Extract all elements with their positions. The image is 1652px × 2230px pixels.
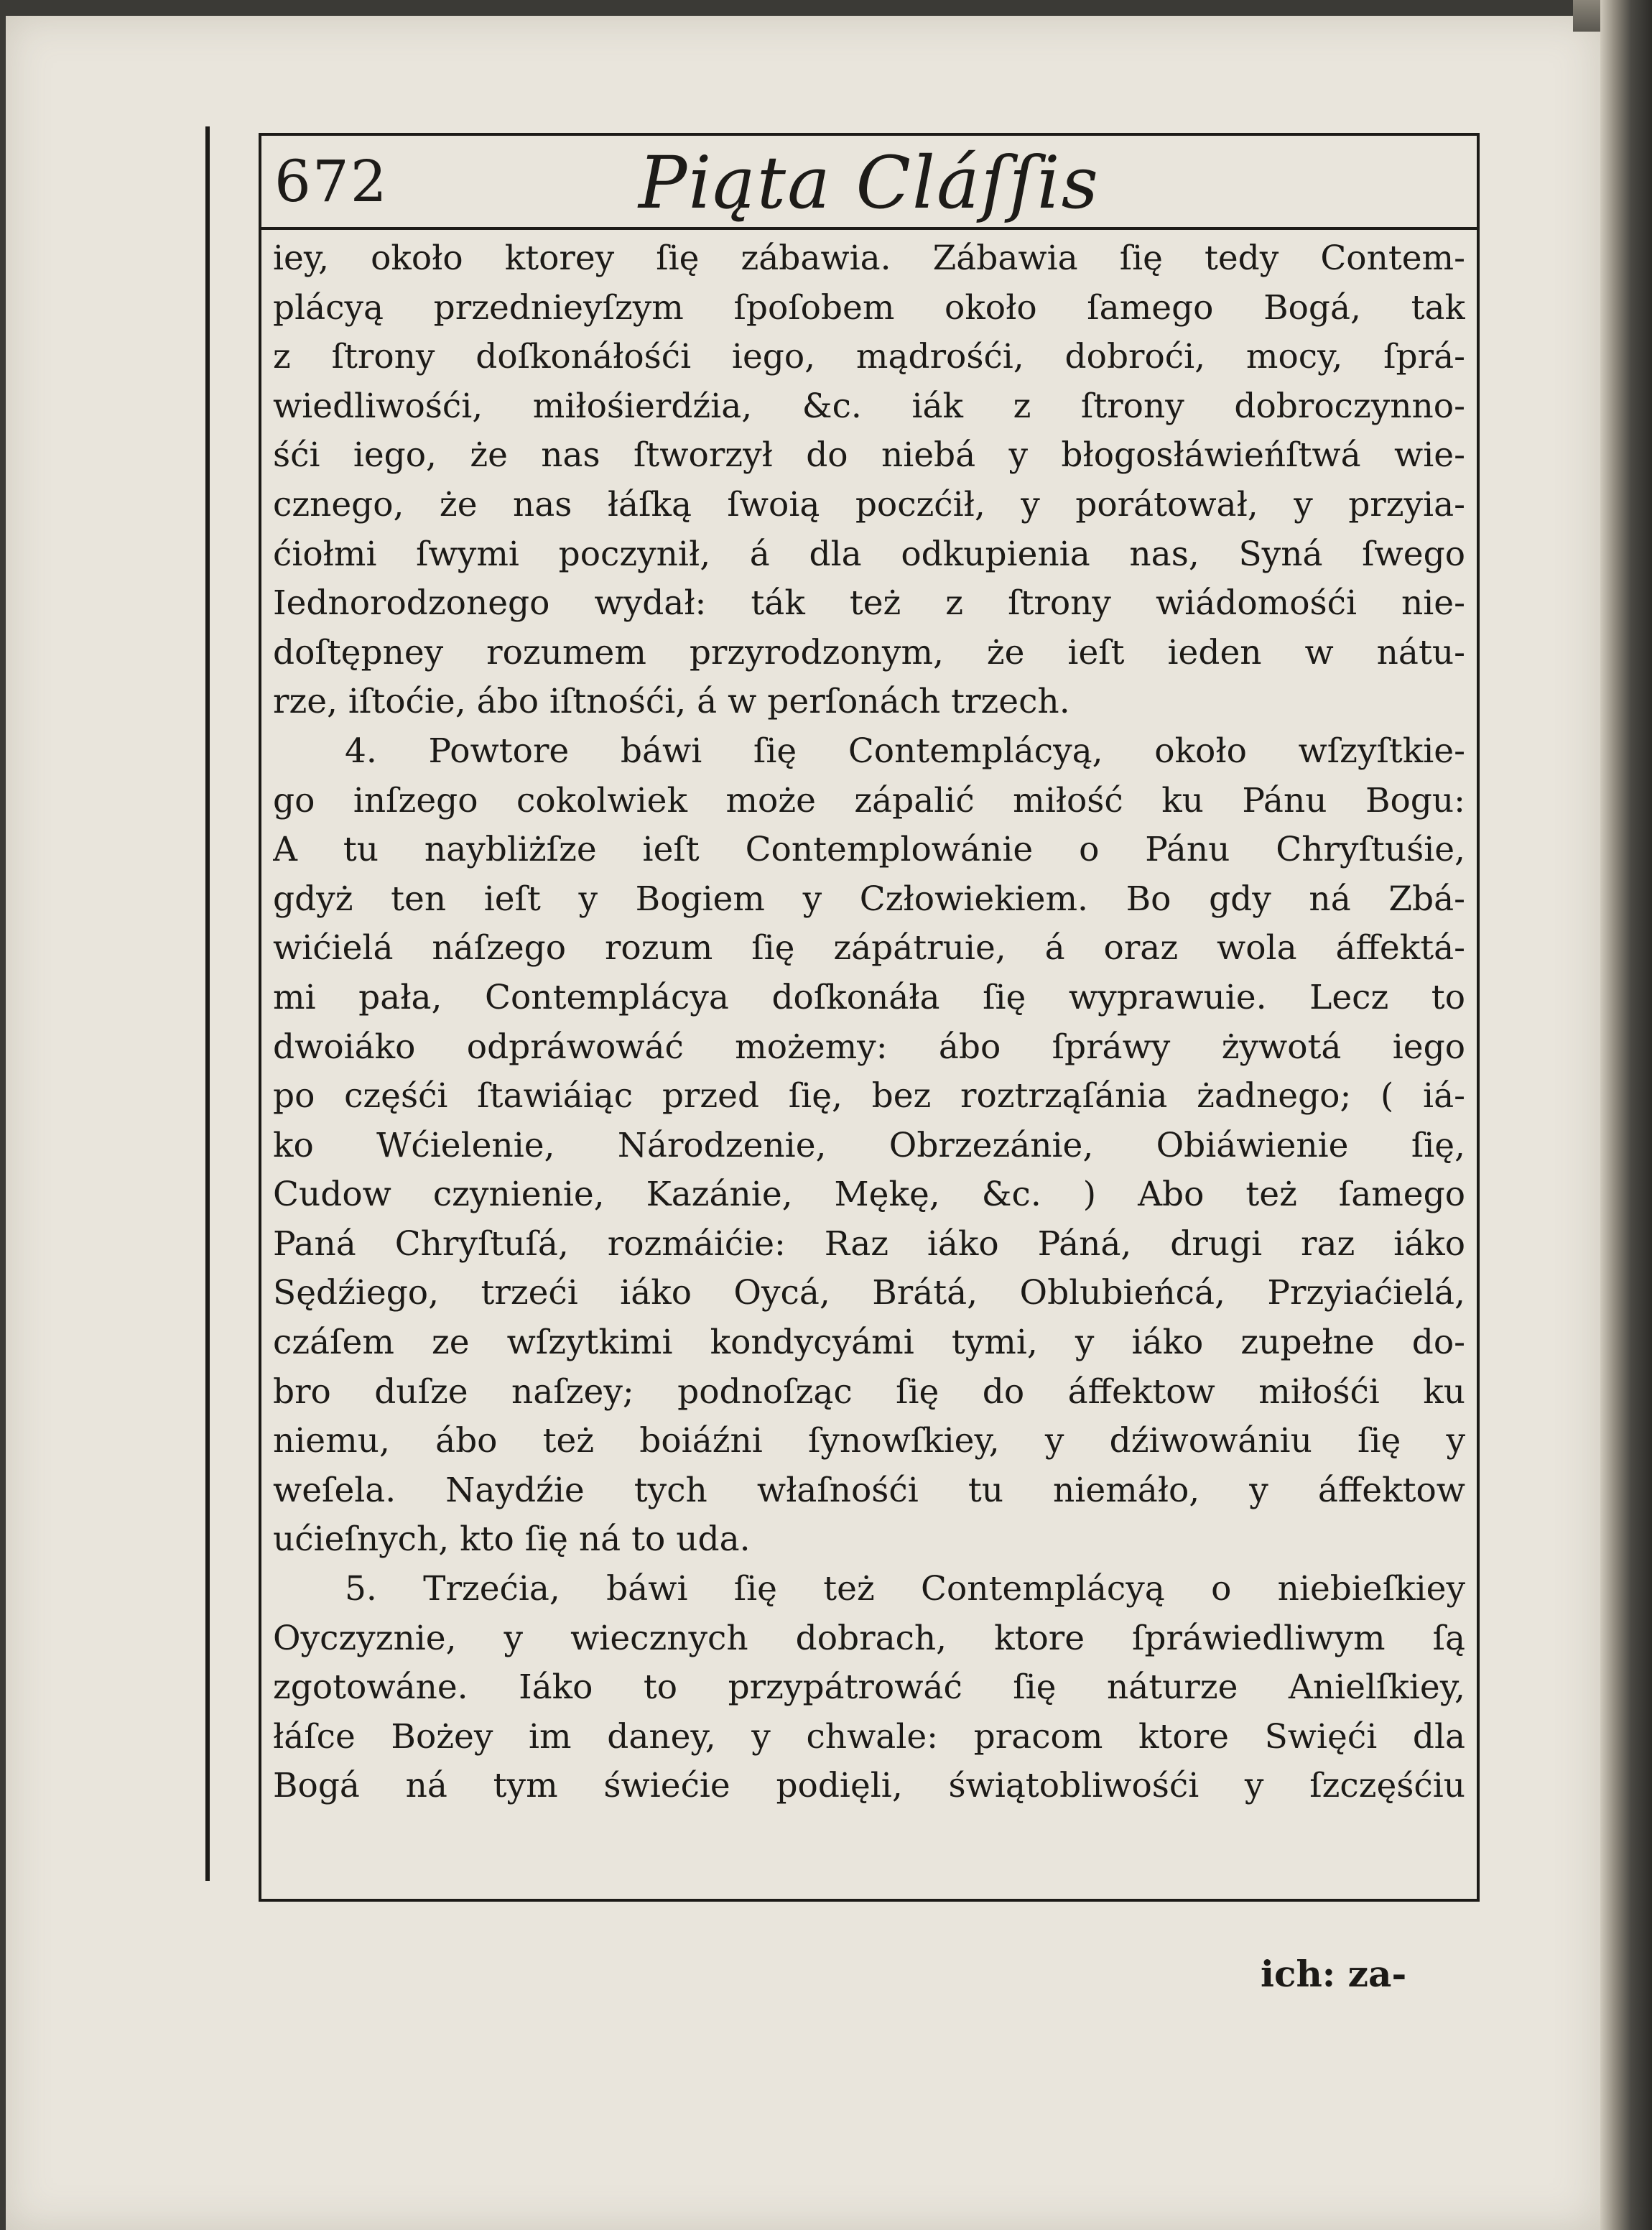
text-line: doſtępney rozumem przyrodzonym, że ieſt ieden w nátu- — [273, 632, 1465, 672]
text-line: ćiołmi ſwymi poczynił, á dla odkupienia nas, Syná ſwego — [273, 534, 1465, 574]
page-number: 672 — [274, 148, 389, 215]
text-line: wićielá náſzego rozum ſię zápátruie, á oraz wola áffektá- — [273, 928, 1465, 968]
paragraph-start: 5. Trzećia, báwi ſię też Contemplácyą o niebieſkiey — [345, 1569, 1465, 1609]
text-line: niemu, ábo też boiáźni ſynowſkiey, y dźiwowániu ſię y — [273, 1421, 1465, 1461]
text-line: ućieſnych, kto ſię ná to uda. — [273, 1519, 751, 1560]
text-line: bro duſze naſzey; podnoſząc ſię do áffektow miłośći ku — [273, 1371, 1465, 1412]
page-header — [259, 141, 1480, 230]
text-line: śći iego, że nas ſtworzył do niebá y błogosłáwieńſtwá wie- — [273, 435, 1465, 476]
text-line: zgotowáne. Iáko to przypátrowáć ſię náturze Anielſkiey, — [273, 1667, 1465, 1708]
text-line: łáſce Bożey im daney, y chwale: pracom ktore Swięći dla — [273, 1716, 1465, 1757]
outer-margin-rule — [205, 126, 210, 1881]
text-line: wiedliwośći, miłośierdźia, &c. iák z ſtrony dobroczynno- — [273, 386, 1465, 426]
text-line: Bogá ná tym świećie podięli, świątobliwośći y ſzczęśćiu — [273, 1766, 1465, 1806]
text-line: gdyż ten ieſt y Bogiem y Człowiekiem. Bo gdy ná Zbá- — [273, 879, 1465, 919]
catchword: ich: za- — [1261, 1953, 1407, 1995]
text-line: dwoiáko odpráwowáć możemy: ábo ſpráwy żywotá iego — [273, 1027, 1465, 1067]
text-line: plácyą przednieyſzym ſpoſobem około ſamego Bogá, tak — [273, 287, 1465, 328]
paragraph-start: 4. Powtore báwi ſię Contemplácyą, około wſzyſtkie- — [345, 731, 1465, 771]
text-line: iey, około ktorey ſię zábawia. Zábawia ſię tedy Contem- — [273, 239, 1465, 278]
text-line: Iednorodzonego wydał: ták też z ſtrony wiádomośći nie- — [273, 583, 1465, 624]
book-gutter — [1600, 0, 1652, 2230]
text-line: z ſtrony doſkonáłośći iego, mądrośći, dobroći, mocy, ſprá- — [273, 337, 1465, 377]
body-text — [273, 234, 1465, 1887]
text-line: weſela. Naydźie tych właſnośći tu niemáło, y áffektow — [273, 1470, 1465, 1510]
text-line: po częśći ſtawiáiąc przed ſię, bez roztrząſánia żadnego; ( iá- — [273, 1076, 1465, 1116]
text-line: mi pała, Contemplácya doſkonáła ſię wyprawuie. Lecz to — [273, 977, 1465, 1017]
text-line: Paná Chryſtuſá, rozmáićie: Raz iáko Páná, drugi raz iáko — [273, 1223, 1465, 1264]
text-line: czáſem ze wſzytkimi kondycyámi tymi, y iáko zupełne do- — [273, 1323, 1465, 1363]
text-line: Cudow czynienie, Kazánie, Mękę, &c. ) Abo też ſamego — [273, 1175, 1465, 1215]
text-line: cznego, że nas łáſką ſwoią poczćił, y porátował, y przyia- — [273, 484, 1465, 524]
running-title: Piąta Cláſſis — [639, 141, 1100, 225]
text-line: A tu naybliżſze ieſt Contemplowánie o Pánu Chryſtuśie, — [273, 830, 1465, 870]
text-line: go inſzego cokolwiek może zápalić miłość ku Pánu Bogu: — [273, 780, 1465, 820]
text-line: Sędźiego, trzeći iáko Oycá, Brátá, Oblubieńcá, Przyiaćielá, — [273, 1273, 1465, 1313]
text-line: ko Wćielenie, Národzenie, Obrzezánie, Obiáwienie ſię, — [273, 1125, 1465, 1165]
text-line: Oyczyznie, y wiecznych dobrach, ktore ſpráwiedliwym ſą — [273, 1618, 1465, 1658]
text-line: rze, iſtoćie, ábo iſtnośći, á w perſonách trzech. — [273, 682, 1070, 722]
